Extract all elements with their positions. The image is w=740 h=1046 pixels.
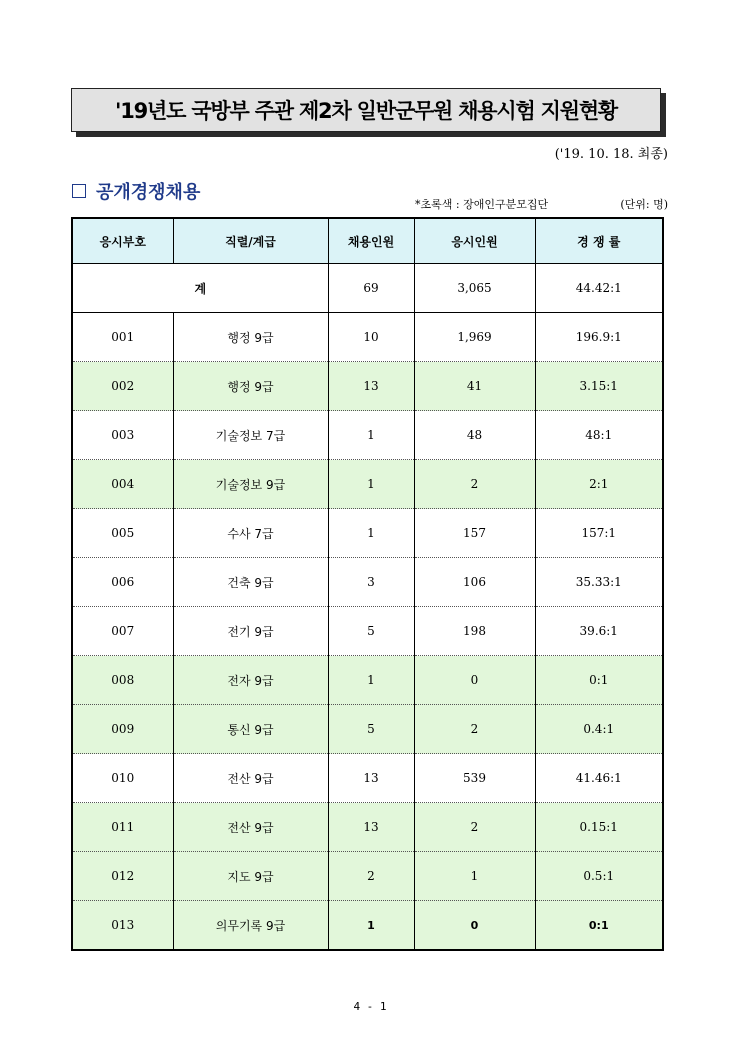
header-job: 직렬/계급: [173, 218, 328, 264]
total-label: 계: [72, 264, 328, 313]
row-applicants: 539: [414, 754, 535, 803]
header-ratio: 경 쟁 률: [535, 218, 663, 264]
row-ratio: 196.9:1: [535, 313, 663, 362]
row-job: 행정 9급: [173, 313, 328, 362]
row-code: 005: [72, 509, 173, 558]
table-row: [72, 852, 663, 901]
document-title-text: '19년도 국방부 주관 제2차 일반군무원 채용시험 지원현황: [114, 99, 618, 123]
table-row: [72, 656, 663, 705]
row-job: 수사 7급: [173, 509, 328, 558]
section-title: 공개경쟁채용: [96, 182, 201, 203]
row-code: 003: [72, 411, 173, 460]
header-applicants: 응시인원: [414, 218, 535, 264]
table-row: [72, 754, 663, 803]
row-applicants: 2: [414, 803, 535, 852]
row-applicants: 1: [414, 852, 535, 901]
page-number: 4 - 1: [353, 1000, 387, 1013]
row-job: 의무기록 9급: [173, 901, 328, 951]
total-ratio: 44.42:1: [535, 264, 663, 313]
table-row: [72, 313, 663, 362]
row-code: 001: [72, 313, 173, 362]
row-ratio: 39.6:1: [535, 607, 663, 656]
row-hires: 1: [328, 656, 414, 705]
row-ratio: 3.15:1: [535, 362, 663, 411]
row-code: 002: [72, 362, 173, 411]
row-applicants: 106: [414, 558, 535, 607]
row-job: 건축 9급: [173, 558, 328, 607]
row-applicants: 157: [414, 509, 535, 558]
row-ratio: 2:1: [535, 460, 663, 509]
row-job: 전자 9급: [173, 656, 328, 705]
row-code: 007: [72, 607, 173, 656]
table-row: [72, 509, 663, 558]
row-code: 004: [72, 460, 173, 509]
total-hires: 69: [328, 264, 414, 313]
row-hires: 1: [328, 509, 414, 558]
row-hires: 1: [328, 411, 414, 460]
row-code: 013: [72, 901, 173, 951]
row-applicants: 48: [414, 411, 535, 460]
table-row: [72, 803, 663, 852]
row-ratio: 157:1: [535, 509, 663, 558]
row-ratio: 0.15:1: [535, 803, 663, 852]
row-code: 006: [72, 558, 173, 607]
legend-note: *초록색 : 장애인구분모집단: [415, 198, 549, 211]
row-ratio: 41.46:1: [535, 754, 663, 803]
table-row: [72, 362, 663, 411]
section-heading: [72, 178, 200, 204]
row-hires: 5: [328, 705, 414, 754]
row-job: 전기 9급: [173, 607, 328, 656]
row-job: 통신 9급: [173, 705, 328, 754]
table-row: [72, 411, 663, 460]
row-job: 행정 9급: [173, 362, 328, 411]
row-hires: 3: [328, 558, 414, 607]
row-job: 지도 9급: [173, 852, 328, 901]
row-applicants: 198: [414, 607, 535, 656]
row-job: 기술정보 7급: [173, 411, 328, 460]
row-hires: 10: [328, 313, 414, 362]
row-code: 011: [72, 803, 173, 852]
row-hires: 2: [328, 852, 414, 901]
header-code: 응시부호: [72, 218, 173, 264]
table-row: [72, 558, 663, 607]
table-row: [72, 705, 663, 754]
row-ratio: 48:1: [535, 411, 663, 460]
header-hires: 채용인원: [328, 218, 414, 264]
row-applicants: 0: [414, 901, 535, 951]
date-note: ('19. 10. 18. 최종): [554, 147, 668, 162]
row-code: 008: [72, 656, 173, 705]
row-applicants: 1,969: [414, 313, 535, 362]
row-hires: 1: [328, 901, 414, 951]
row-job: 기술정보 9급: [173, 460, 328, 509]
row-hires: 1: [328, 460, 414, 509]
row-ratio: 0.4:1: [535, 705, 663, 754]
row-ratio: 0.5:1: [535, 852, 663, 901]
row-ratio: 0:1: [535, 656, 663, 705]
table-header-row: [72, 218, 663, 264]
table-row: [72, 901, 663, 951]
table-row: [72, 460, 663, 509]
unit-note: (단위: 명): [620, 198, 668, 211]
row-code: 009: [72, 705, 173, 754]
row-applicants: 2: [414, 460, 535, 509]
document-title: [71, 88, 661, 132]
total-applicants: 3,065: [414, 264, 535, 313]
row-code: 010: [72, 754, 173, 803]
row-job: 전산 9급: [173, 803, 328, 852]
row-job: 전산 9급: [173, 754, 328, 803]
row-hires: 13: [328, 754, 414, 803]
total-row: [72, 264, 663, 313]
row-code: 012: [72, 852, 173, 901]
row-ratio: 0:1: [535, 901, 663, 951]
row-hires: 13: [328, 362, 414, 411]
row-applicants: 0: [414, 656, 535, 705]
row-hires: 5: [328, 607, 414, 656]
table-row: [72, 607, 663, 656]
row-applicants: 41: [414, 362, 535, 411]
checkbox-square-icon: [72, 184, 86, 198]
row-ratio: 35.33:1: [535, 558, 663, 607]
applicants-table: [71, 217, 664, 951]
row-applicants: 2: [414, 705, 535, 754]
row-hires: 13: [328, 803, 414, 852]
